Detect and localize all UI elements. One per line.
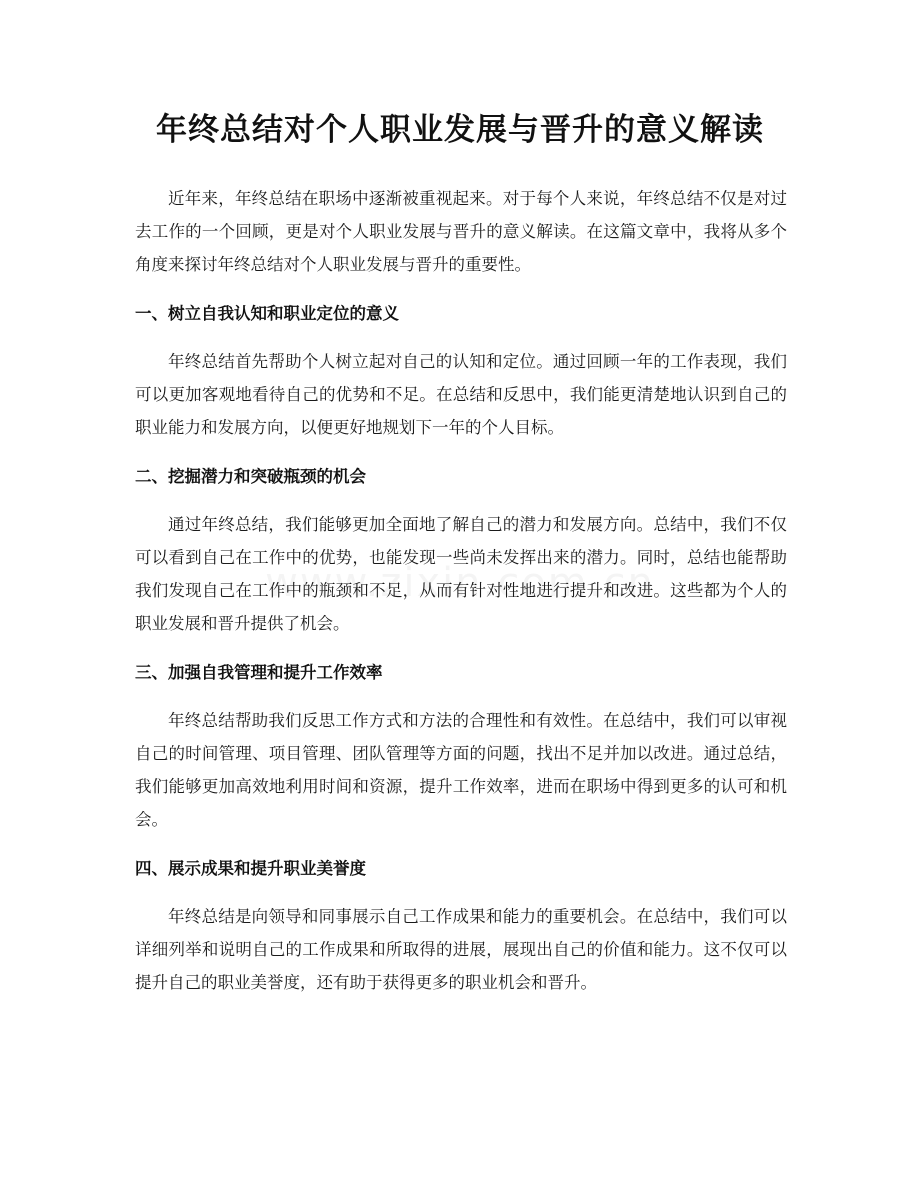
intro-paragraph: 近年来，年终总结在职场中逐渐被重视起来。对于每个人来说，年终总结不仅是对过去工作的一个回顾，更是对个人职业发展与晋升的意义解读。在这篇文章中，我将从多个角度来探讨年终总结对个人职业发展与晋升的重要性。 — [135, 189, 787, 274]
section-paragraph-3: 年终总结帮助我们反思工作方式和方法的合理性和有效性。在总结中，我们可以审视自己的时间管理、项目管理、团队管理等方面的问题，找出不足并加以改进。通过总结，我们能够更加高效地利用时间和资源，提升工作效率，进而在职场中得到更多的认可和机会。 — [135, 711, 787, 829]
section-heading-1: 一、树立自我认知和职业定位的意义 — [135, 304, 399, 323]
section-heading-4: 四、展示成果和提升职业美誉度 — [135, 859, 366, 878]
section-paragraph-2: 通过年终总结，我们能够更加全面地了解自己的潜力和发展方向。总结中，我们不仅可以看到自己在工作中的优势，也能发现一些尚未发挥出来的潜力。同时，总结也能帮助我们发现自己在工作中的瓶颈和不足，从而有针对性地进行提升和改进。这些都为个人的职业发展和晋升提供了机会。 — [135, 515, 787, 633]
section-paragraph-4: 年终总结是向领导和同事展示自己工作成果和能力的重要机会。在总结中，我们可以详细列举和说明自己的工作成果和所取得的进展，展现出自己的价值和能力。这不仅可以提升自己的职业美誉度，还有助于获得更多的职业机会和晋升。 — [135, 907, 787, 992]
document-title: 年终总结对个人职业发展与晋升的意义解读 — [156, 112, 764, 148]
section-paragraph-1: 年终总结首先帮助个人树立起对自己的认知和定位。通过回顾一年的工作表现，我们可以更加客观地看待自己的优势和不足。在总结和反思中，我们能更清楚地认识到自己的职业能力和发展方向，以便更好地规划下一年的个人目标。 — [135, 352, 787, 437]
section-heading-3: 三、加强自我管理和提升工作效率 — [135, 663, 383, 682]
document-body — [135, 182, 787, 999]
section-heading-2: 二、挖掘潜力和突破瓶颈的机会 — [135, 467, 366, 486]
